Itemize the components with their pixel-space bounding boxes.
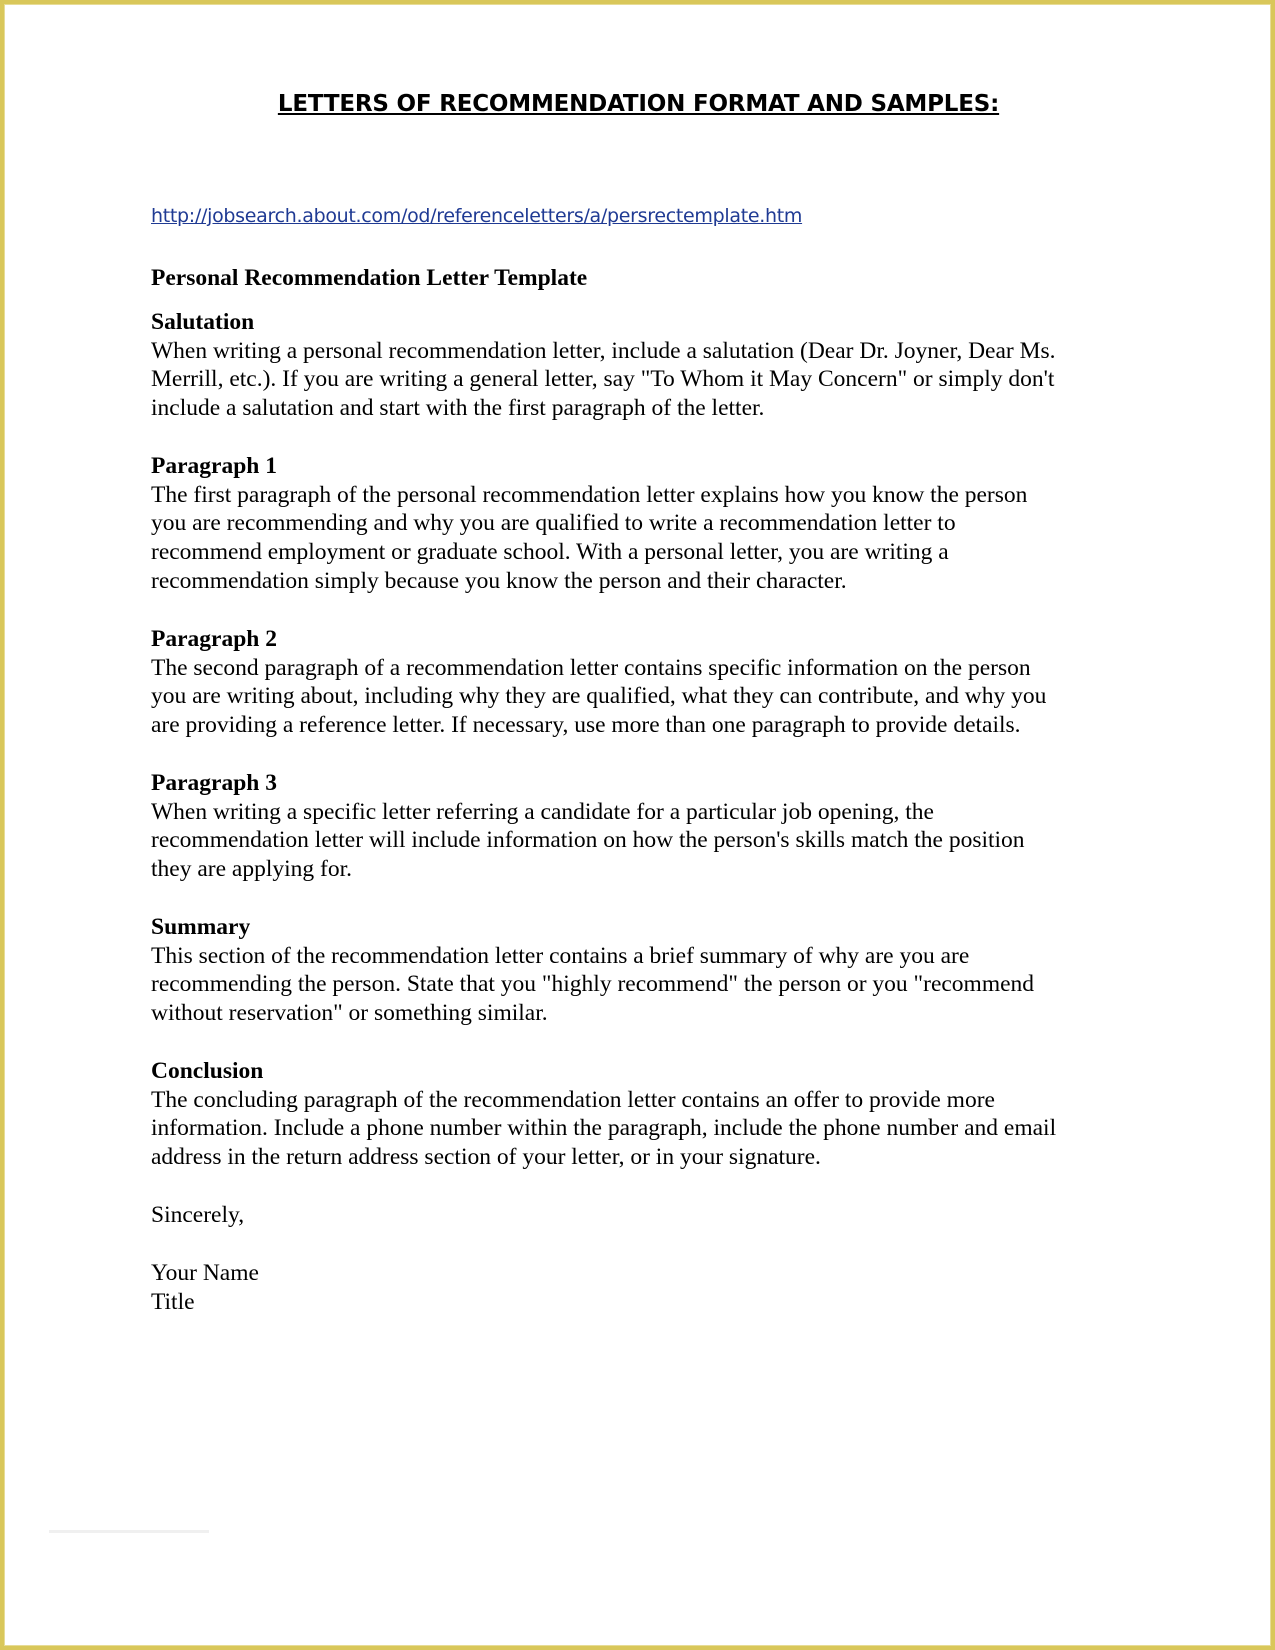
- section-conclusion: [151, 1057, 1151, 1172]
- section-body: When writing a specific letter referring a candidate for a particular job opening, the recommendation letter will include information on how the person's skills match the position they are applying for.: [151, 798, 1025, 883]
- section-body: When writing a personal recommendation letter, include a salutation (Dear Dr. Joyner, Dear Ms. Merrill, etc.). If you are writing a general letter, say "To Whom it May Concern" or simply don't include a salutation and start with the first paragraph of the letter.: [151, 337, 1056, 422]
- section-body: The first paragraph of the personal recommendation letter explains how you know the person you are recommending and why you are qualified to write a recommendation letter to recommend employment or graduate school. With a personal letter, you are writing a recommendation simply because you know the person and their character.: [151, 481, 1028, 594]
- section-body: The second paragraph of a recommendation letter contains specific information on the person you are writing about, including why they are qualified, what they can contribute, and why you are providing a reference letter. If necessary, use more than one paragraph to provide details.: [151, 654, 1047, 739]
- section-heading: Paragraph 2: [151, 626, 277, 652]
- section-heading: Paragraph 1: [151, 453, 277, 479]
- source-link[interactable]: http://jobsearch.about.com/od/referenceletters/a/persrectemplate.htm: [151, 205, 803, 227]
- section-heading: Conclusion: [151, 1058, 264, 1084]
- section-heading: Salutation: [151, 309, 255, 335]
- signature-block: [151, 1259, 259, 1316]
- signature-name: Your Name: [151, 1260, 259, 1286]
- section-summary: [151, 913, 1151, 1028]
- signature-title: Title: [151, 1288, 195, 1315]
- section-paragraph-3: [151, 769, 1151, 884]
- watermark-logo: [49, 1525, 209, 1539]
- document-title: LETTERS OF RECOMMENDATION FORMAT AND SAMPLES:: [277, 91, 1000, 117]
- section-paragraph-2: [151, 625, 1151, 740]
- closing-salutation: Sincerely,: [151, 1202, 245, 1228]
- section-body: The concluding paragraph of the recommendation letter contains an offer to provide more information. Include a phone number within the paragraph, include the phone number and email address in the return address section of your letter, or in your signature.: [151, 1086, 1057, 1171]
- section-heading: Summary: [151, 914, 251, 940]
- section-salutation: [151, 308, 1151, 423]
- template-title: Personal Recommendation Letter Template: [151, 265, 588, 291]
- section-body: This section of the recommendation letter contains a brief summary of why are you are recommending the person. State that you "highly recommend" the person or you "recommend without reservation" or something similar.: [151, 942, 1035, 1027]
- document-page: [4, 4, 1271, 1646]
- section-heading: Paragraph 3: [151, 770, 277, 796]
- section-paragraph-1: [151, 452, 1151, 596]
